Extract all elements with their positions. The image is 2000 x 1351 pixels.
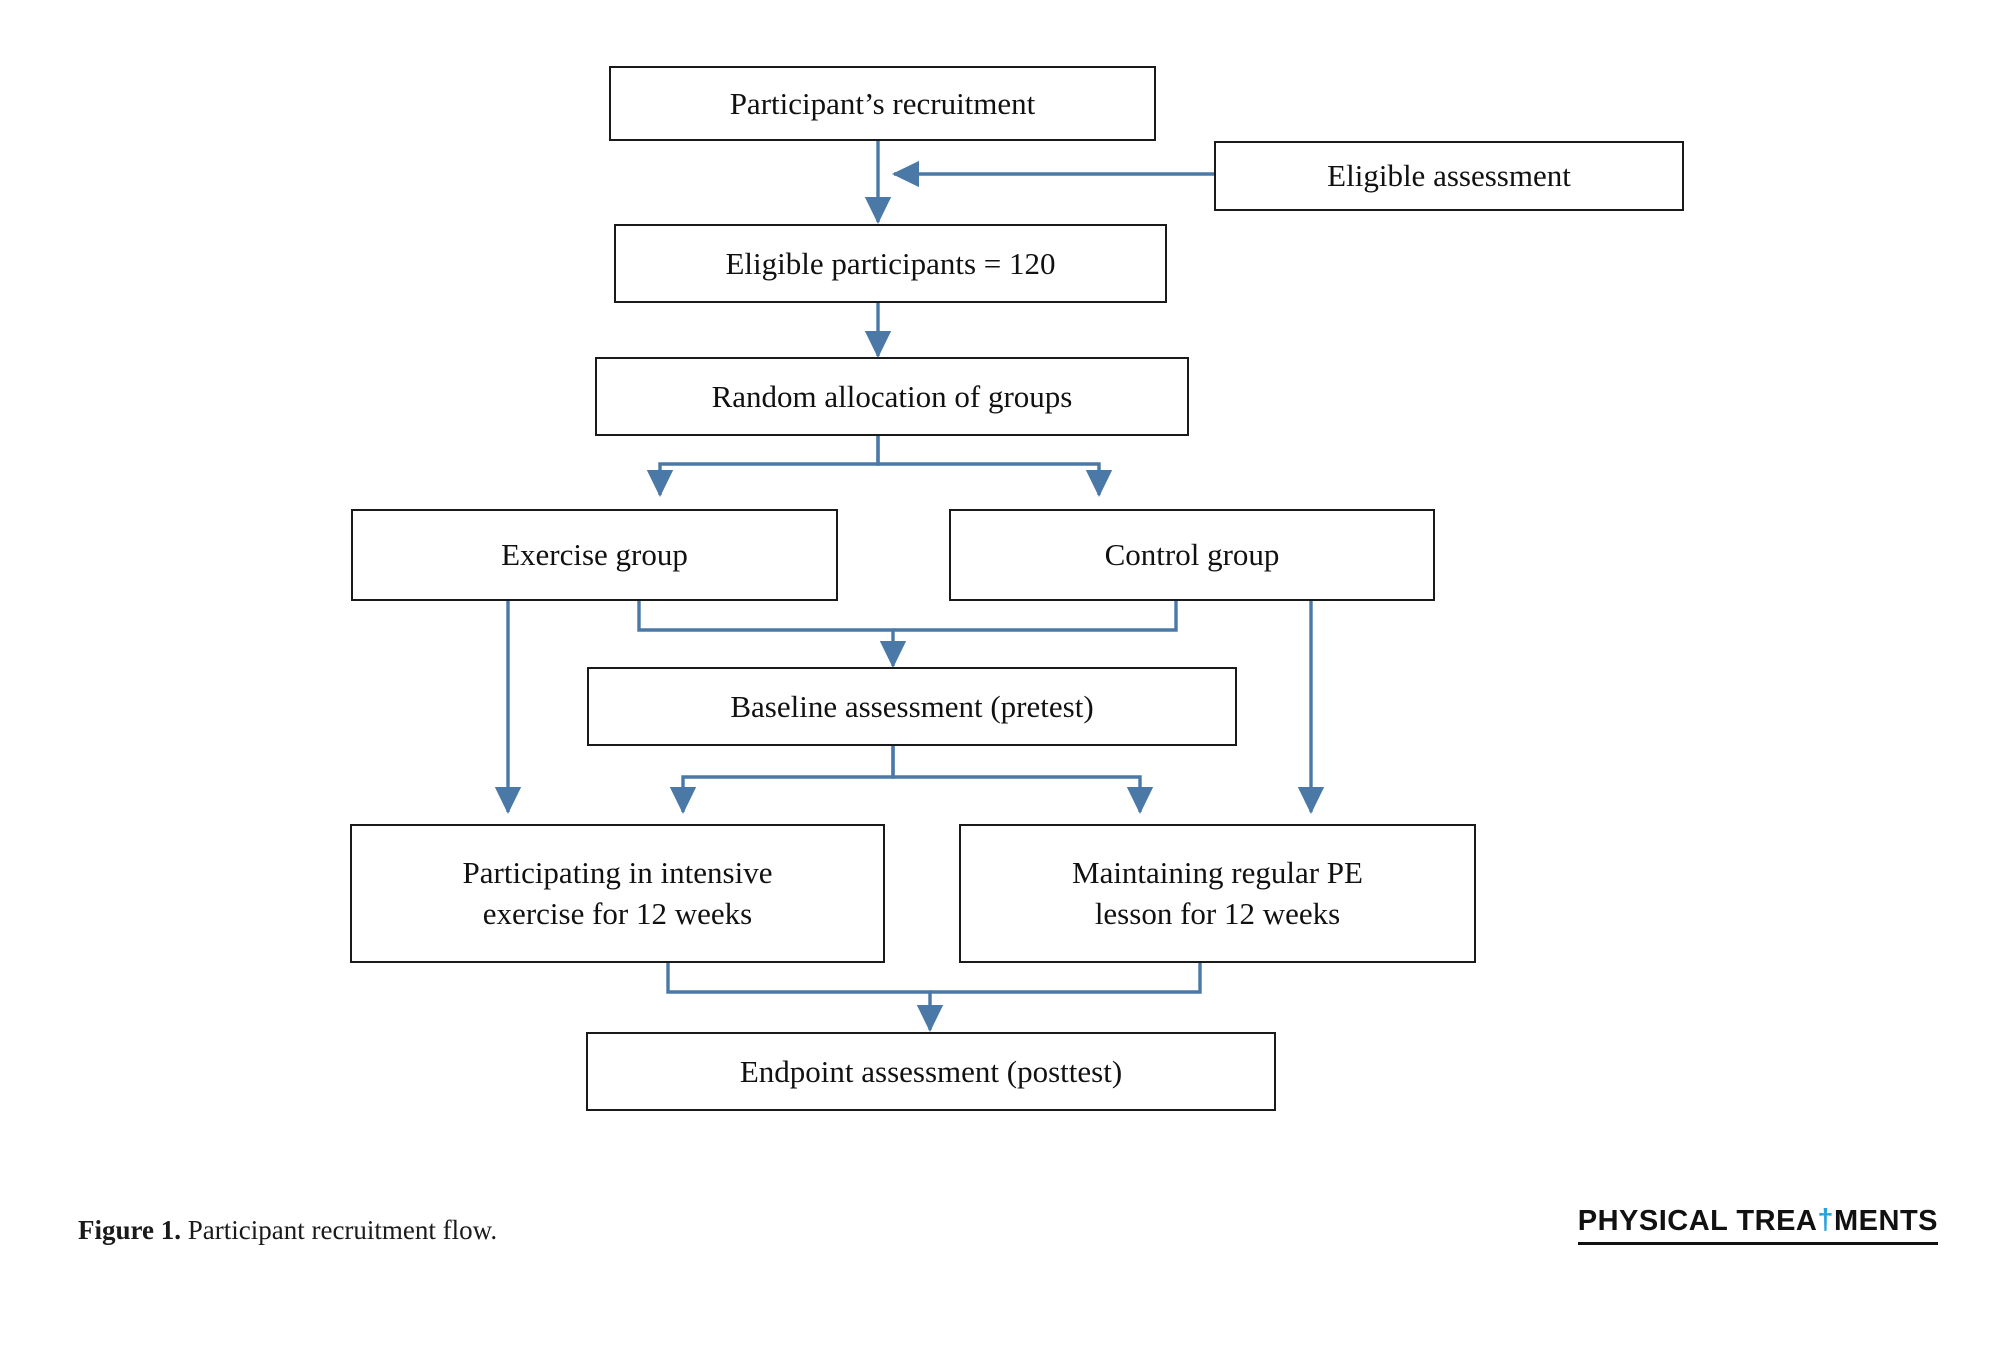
node-label-line1: Maintaining regular PE: [1072, 855, 1363, 891]
edge-regularpe-to-endpoint: [930, 963, 1200, 992]
journal-logo-text-part1: PHYSICAL TREA: [1577, 1205, 1818, 1237]
journal-logo: [1578, 1205, 1938, 1245]
node-baseline-assessment[interactable]: [587, 667, 1237, 746]
node-control-group[interactable]: [949, 509, 1435, 601]
node-participants-recruitment[interactable]: [609, 66, 1156, 141]
edge-intensive-to-endpoint: [668, 963, 930, 1030]
node-label: Control group: [1104, 537, 1280, 573]
figure-caption-label: Figure 1.: [78, 1215, 181, 1245]
edge-baseline-to-regularpe: [893, 746, 1140, 812]
node-label-line2: lesson for 12 weeks: [1094, 895, 1341, 931]
node-label: Exercise group: [501, 537, 688, 573]
edge-exercise-to-baseline: [639, 601, 893, 666]
node-regular-pe-lesson[interactable]: [959, 824, 1476, 963]
edge-control-to-baseline: [893, 601, 1176, 630]
node-eligible-participants[interactable]: [614, 224, 1167, 303]
node-label-line2: exercise for 12 weeks: [482, 895, 753, 931]
node-exercise-group[interactable]: [351, 509, 838, 601]
node-label: Endpoint assessment (posttest): [739, 1053, 1123, 1089]
node-label: Random allocation of groups: [711, 378, 1073, 414]
edge-random-to-control: [878, 436, 1099, 495]
node-label: Eligible assessment: [1327, 158, 1571, 194]
node-intensive-exercise[interactable]: [350, 824, 885, 963]
node-label: Participant’s recruitment: [729, 85, 1036, 121]
journal-logo-text-part2: MENTS: [1834, 1205, 1938, 1237]
node-label-line1: Participating in intensive: [462, 855, 773, 891]
node-label: Eligible participants = 120: [725, 245, 1056, 281]
node-endpoint-assessment[interactable]: [586, 1032, 1276, 1111]
node-label: Baseline assessment (pretest): [730, 688, 1094, 724]
edge-baseline-to-intensive: [683, 746, 893, 812]
figure-caption: [78, 1215, 497, 1246]
node-eligible-assessment[interactable]: [1214, 141, 1684, 211]
journal-logo-cross-icon: †: [1817, 1204, 1834, 1236]
edge-random-to-exercise: [660, 436, 878, 495]
node-random-allocation[interactable]: [595, 357, 1189, 436]
figure-caption-text: Participant recruitment flow.: [181, 1215, 498, 1245]
